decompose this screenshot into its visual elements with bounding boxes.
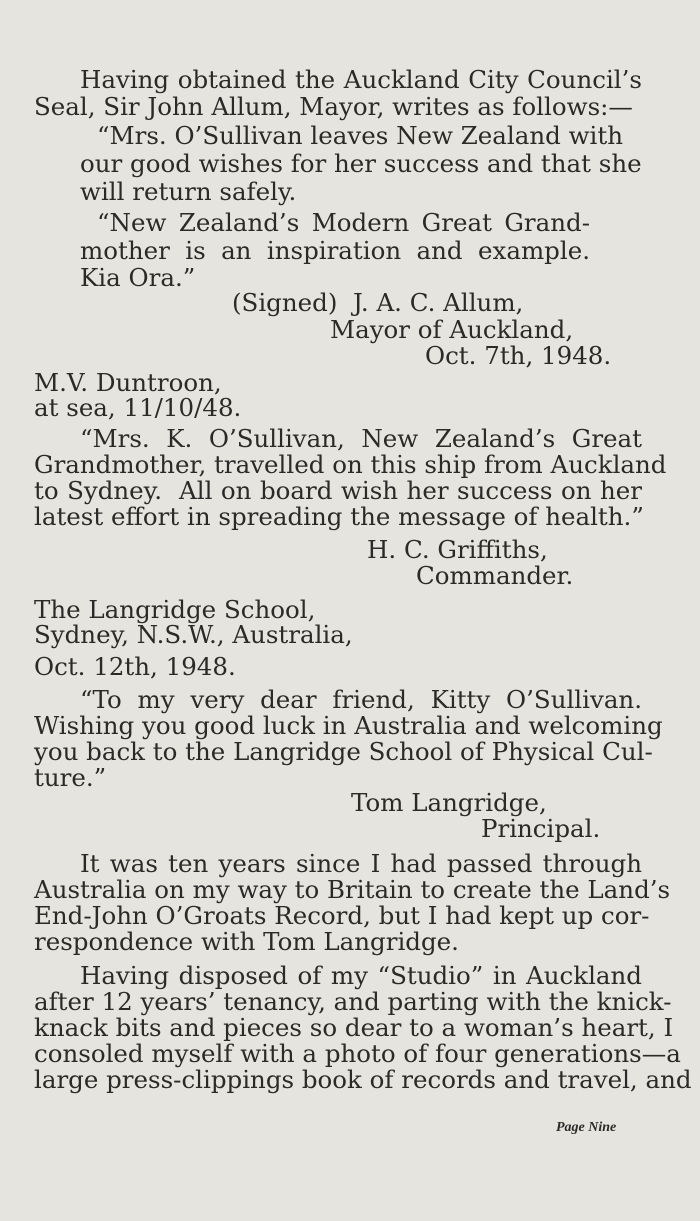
signature-line: Commander. [416,561,574,590]
text-line: “Mrs. K. O’Sullivan, New Zealand’s Great [80,424,642,453]
signature-line: Mayor of Auckland, [330,315,574,344]
text-line: our good wishes for her success and that she [80,149,642,178]
signature-line: Tom Langridge, [351,788,547,817]
text-line: you back to the Langridge School of Physical Cul- [34,737,653,766]
text-line: Grandmother, travelled on this ship from Auckland [34,450,667,479]
text-line: Having obtained the Auckland City Council’s [80,65,642,94]
text-line: Seal, Sir John Allum, Mayor, writes as follows:— [34,92,633,121]
text-line: “To my very dear friend, Kitty O’Sullivan. [80,685,642,714]
text-line: to Sydney. All on board wish her success on her [34,476,642,505]
text-line: It was ten years since I had passed through [80,849,642,878]
address-line: Sydney, N.S.W., Australia, [34,620,353,649]
address-line: The Langridge School, [34,595,316,624]
text-line: Kia Ora.” [80,263,196,292]
text-line: ture.” [34,763,107,792]
text-line: respondence with Tom Langridge. [34,927,459,956]
text-line: knack bits and pieces so dear to a woman’s heart, I [34,1013,674,1042]
signature-line: Principal. [481,814,601,843]
signature-line: (Signed) J. A. C. Allum, [232,288,524,317]
address-line: M.V. Duntroon, [34,368,222,397]
address-line: at sea, 11/10/48. [34,393,242,422]
signature-line: H. C. Griffiths, [367,535,548,564]
text-line: End-John O’Groats Record, but I had kept up cor- [34,901,650,930]
text-line: latest effort in spreading the message of health.” [34,502,644,531]
text-line: Wishing you good luck in Australia and welcoming [34,711,663,740]
text-line: consoled myself with a photo of four generations—a [34,1039,681,1068]
page-number: Page Nine [556,1120,617,1135]
address-line: Oct. 12th, 1948. [34,652,236,681]
text-line: Having disposed of my “Studio” in Auckland [80,961,642,990]
signature-line: Oct. 7th, 1948. [425,341,612,370]
text-line: Australia on my way to Britain to create the Land’s [34,875,671,904]
text-line: “New Zealand’s Modern Great Grand- [97,208,590,237]
text-line: mother is an inspiration and example. [80,236,590,265]
text-line: large press-clippings book of records and travel, and [34,1065,692,1094]
text-line: will return safely. [80,177,297,206]
text-line: “Mrs. O’Sullivan leaves New Zealand with [97,121,624,150]
text-line: after 12 years’ tenancy, and parting with the knick- [34,987,672,1016]
